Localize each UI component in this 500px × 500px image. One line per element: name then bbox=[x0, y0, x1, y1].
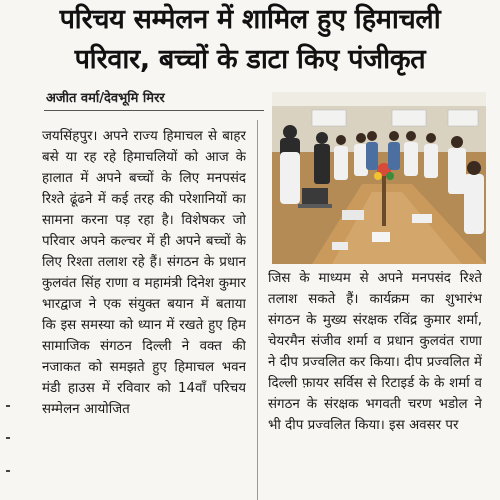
article-paragraph: जयसिंहपुर। अपने राज्य हिमाचल से बाहर बसे या रह रहे हिमाचलियों को आज के हालात में अपने बच्चों के लिए मनपसंद रिश्ते ढूंढने में कई तरह की परेशानियों का सामना करना पड़ रहा है। विशेषकर जो परिवार अपने कल्चर में ही अपने बच्चों के लिए रिश्ता तलाश रहे हैं। संगठन के प्रधान कुलवंत सिंह राणा व महामंत्री दिनेश कुमार भारद्वाज ने एक संयुक्त बयान में बताया कि इस समस्या को ध्यान में रखते हुए हिम सामाजिक संगठन दिल्ली ने वक्त की नजाकत को समझते हुए हिमाचल भवन मंडी हाउस में रविवार को 14वाँ परिचय सम्मेलन आयोजित bbox=[42, 129, 246, 417]
byline: अजीत वर्मा/देवभूमि मिरर bbox=[46, 91, 165, 106]
photo-event-icon bbox=[272, 92, 486, 264]
margin-mark bbox=[6, 437, 10, 439]
headline-line-1: परिचय सम्मेलन में शामिल हुए हिमाचली bbox=[59, 4, 441, 35]
article-left-column bbox=[42, 126, 246, 500]
article-right-column bbox=[268, 268, 482, 500]
headline bbox=[0, 0, 500, 80]
margin-mark bbox=[6, 470, 10, 472]
headline-line-2: परिवार, बच्चों के डाटा किए पंजीकृत bbox=[74, 44, 426, 75]
byline-rule bbox=[44, 110, 264, 111]
column-divider bbox=[257, 120, 258, 500]
margin-mark bbox=[6, 405, 10, 407]
article-paragraph: जिस के माध्यम से अपने मनपसंद रिश्ते तलाश सकते हैं। कार्यक्रम का शुभारंभ संगठन के मुख्य संरक्षक रविंद्र कुमार शर्मा, चेयरमैन संजीव शर्मा व प्रधान कुलवंत राणा ने दीप प्रज्वलित कर किया। दीप प्रज्वलित में दिल्ली फ़ायर सर्विस से रिटाइर्ड के के शर्मा व संगठन के संरक्षक भगवती चरण भडोल ने भी दीप प्रज्वलित किया। इस अवसर पर bbox=[268, 271, 482, 433]
event-photo bbox=[272, 92, 486, 264]
